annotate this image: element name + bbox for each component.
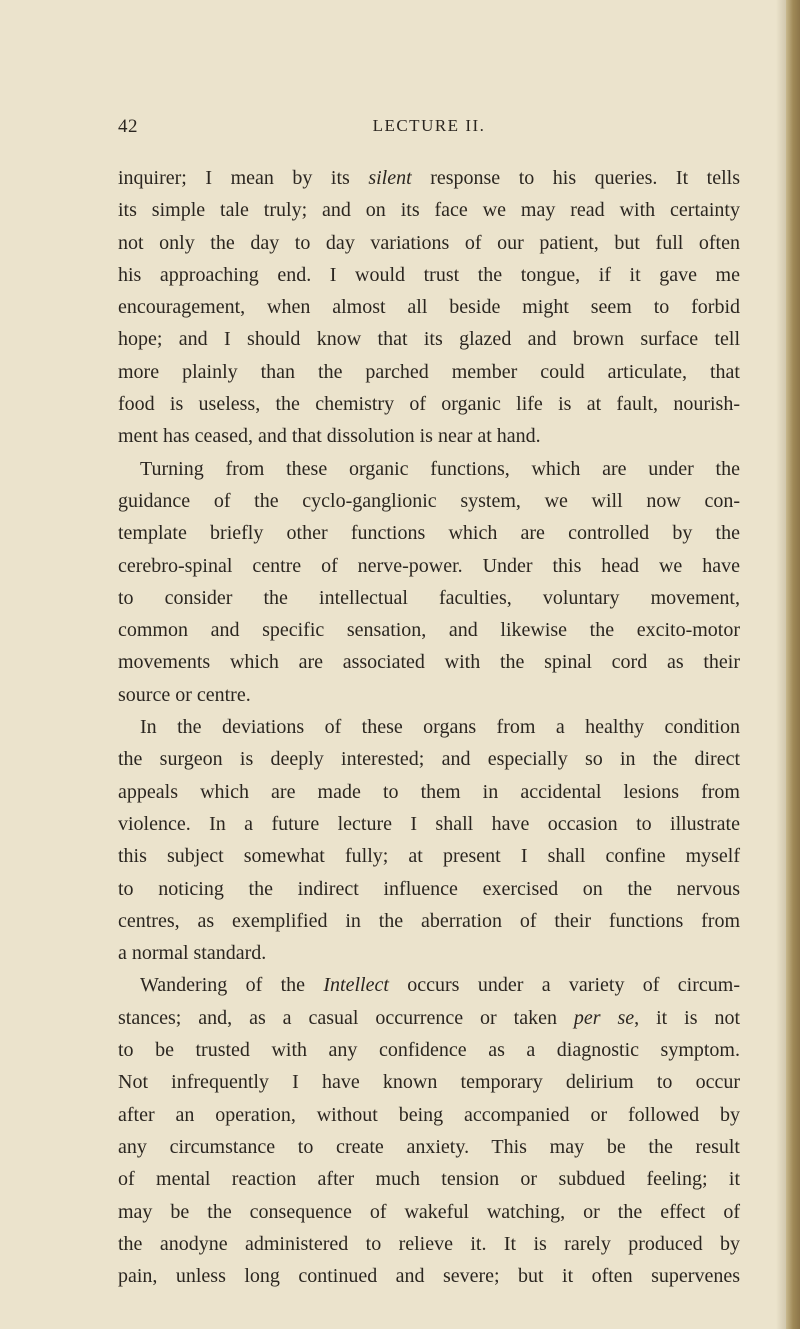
text-line: source or centre. <box>118 683 251 706</box>
page-header <box>118 116 740 140</box>
text-line: after an operation, without being accompanied or followed by <box>118 1103 740 1126</box>
text-line: pain, unless long continued and severe; but it often supervenes <box>118 1265 740 1288</box>
text-line: centres, as exemplified in the aberration of their functions from <box>118 909 740 932</box>
text-line: In the deviations of these organs from a healthy condition <box>140 716 740 739</box>
text-line: his approaching end. I would trust the tongue, if it gave me <box>118 263 740 286</box>
text-line: this subject somewhat fully; at present I shall confine myself <box>118 845 740 868</box>
text-line: may be the consequence of wakeful watching, or the effect of <box>118 1200 740 1223</box>
text-line: to be trusted with any confidence as a diagnostic symptom. <box>118 1039 740 1062</box>
text-line: stances; and, as a casual occurrence or taken per se, it is not <box>118 1006 741 1029</box>
text-line: food is useless, the chemistry of organic life is at fault, nourish- <box>118 393 740 416</box>
text-line: any circumstance to create anxiety. This may be the result <box>118 1135 740 1158</box>
text-line: Not infrequently I have known temporary delirium to occur <box>118 1071 740 1094</box>
text-line: common and specific sensation, and likewise the excito-motor <box>118 619 740 642</box>
page-edge <box>786 0 800 1329</box>
text-line: guidance of the cyclo-ganglionic system, we will now con- <box>118 489 740 512</box>
text-line: violence. In a future lecture I shall have occasion to illustrate <box>118 812 740 835</box>
text-line: inquirer; I mean by its silent response to his queries. It tells <box>118 167 740 189</box>
text-line: of mental reaction after much tension or subdued feeling; it <box>118 1168 740 1191</box>
text-line: template briefly other functions which are controlled by the <box>118 522 740 545</box>
text-line: cerebro-spinal centre of nerve-power. Under this head we have <box>118 554 740 577</box>
text-line: the surgeon is deeply interested; and especially so in the direct <box>118 748 740 771</box>
text-line: Wandering of the Intellect occurs under a variety of circum- <box>140 974 740 997</box>
text-line: a normal standard. <box>118 942 267 965</box>
text-line: to noticing the indirect influence exercised on the nervous <box>118 877 740 900</box>
text-line: not only the day to day variations of our patient, but full often <box>118 231 740 254</box>
page-gutter-shadow <box>776 0 786 1329</box>
text-line: ment has ceased, and that dissolution is near at hand. <box>118 425 541 448</box>
running-head: LECTURE II. <box>372 116 486 135</box>
text-line: Turning from these organic functions, which are under the <box>140 457 740 480</box>
text-line: its simple tale truly; and on its face we may read with certainty <box>118 199 740 222</box>
text-line: encouragement, when almost all beside might seem to forbid <box>118 296 740 319</box>
text-line: the anodyne administered to relieve it. It is rarely produced by <box>118 1232 740 1255</box>
text-line: movements which are associated with the spinal cord as their <box>118 651 740 674</box>
text-line: more plainly than the parched member could articulate, that <box>118 360 740 383</box>
text-line: to consider the intellectual faculties, voluntary movement, <box>118 586 740 609</box>
text-line: appeals which are made to them in accidental lesions from <box>118 780 740 803</box>
page-number: 42 <box>118 116 138 137</box>
text-line: hope; and I should know that its glazed and brown surface tell <box>118 328 740 351</box>
body-text <box>118 162 740 1292</box>
